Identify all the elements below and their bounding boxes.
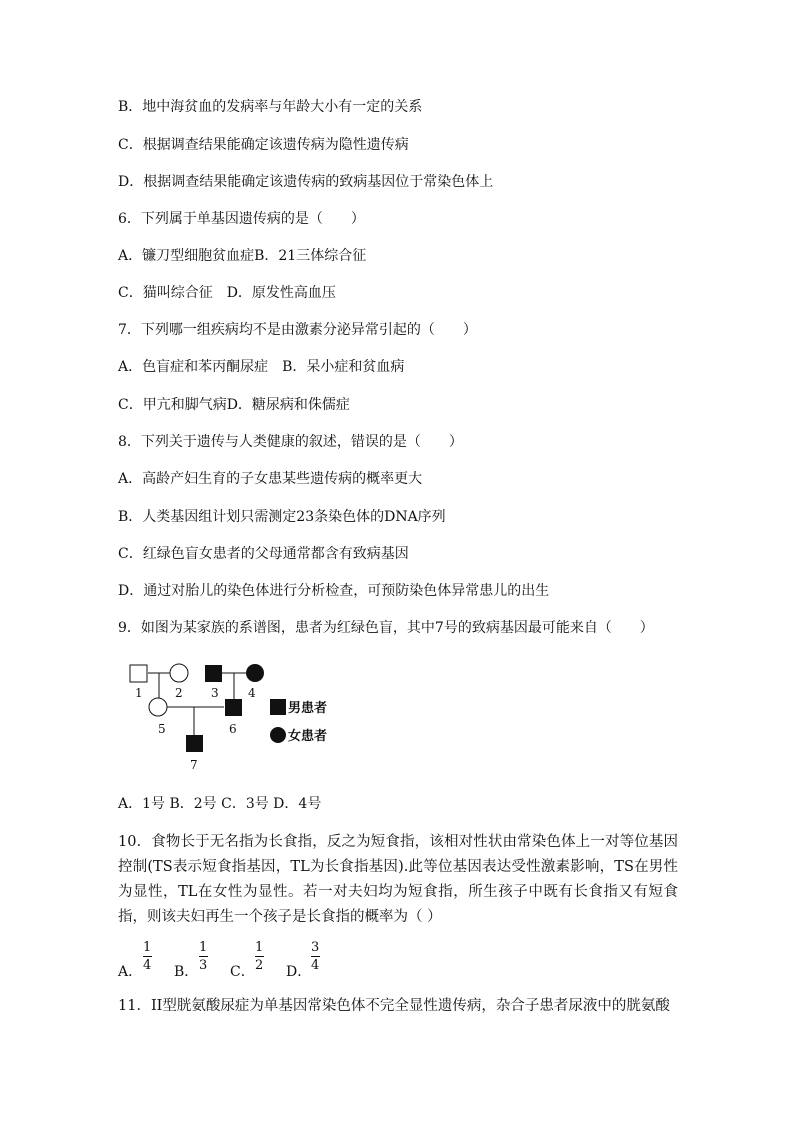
label-3: 3 — [211, 686, 219, 700]
individual-6-affected-male — [225, 699, 242, 716]
q10-option-c-label: C． — [230, 964, 255, 980]
q10-option-c-num: 1 — [255, 940, 264, 955]
q10-option-a-den: 4 — [143, 958, 152, 973]
line-q8-b: B．人类基因组计划只需测定23条染色体的DNA序列 — [118, 509, 446, 525]
individual-5-healthy-female — [149, 698, 167, 716]
fraction-bar — [255, 956, 264, 957]
line-q8-c: C．红绿色盲女患者的父母通常都含有致病基因 — [118, 546, 409, 562]
label-1: 1 — [135, 686, 143, 700]
line-q5-c: C．根据调查结果能确定该遗传病为隐性遗传病 — [118, 137, 409, 153]
fraction-bar — [199, 956, 208, 957]
q10-option-b-den: 3 — [199, 958, 208, 973]
line-q7-ab: A．色盲症和苯丙酮尿症 B．呆小症和贫血病 — [118, 359, 405, 375]
q10-option-b-fraction — [198, 940, 208, 973]
individual-1-healthy-male — [130, 665, 147, 682]
q10-option-c-den: 2 — [255, 958, 264, 973]
q10-option-d-num: 3 — [311, 940, 320, 955]
fraction-bar — [143, 956, 152, 957]
question-7: 7．下列哪一组疾病均不是由激素分泌异常引起的（ ） — [118, 322, 477, 338]
legend-male-symbol — [270, 699, 286, 715]
line-q7-cd: C．甲亢和脚气病D．糖尿病和侏儒症 — [118, 397, 350, 413]
label-2: 2 — [175, 686, 183, 700]
q10-option-a-label: A． — [118, 964, 143, 980]
q10-option-a-num: 1 — [143, 940, 152, 955]
individual-7-affected-male — [186, 735, 203, 752]
line-q6-cd: C．猫叫综合征 D．原发性高血压 — [118, 285, 336, 301]
q10-option-a-fraction — [142, 940, 152, 973]
pedigree-diagram — [118, 655, 358, 775]
label-7: 7 — [190, 758, 198, 772]
individual-3-affected-male — [205, 665, 222, 682]
q10-option-b-num: 1 — [199, 940, 208, 955]
legend-female-label: 女患者 — [288, 729, 328, 744]
label-5: 5 — [158, 722, 166, 736]
line-q6-ab: A．镰刀型细胞贫血症B．21三体综合征 — [118, 248, 367, 264]
question-11: 11．II型胱氨酸尿症为单基因常染色体不完全显性遗传病，杂合子患者尿液中的胱氨酸 — [118, 998, 670, 1014]
q10-option-d-den: 4 — [311, 958, 320, 973]
q10-options — [118, 940, 358, 980]
line-q5-b: B．地中海贫血的发病率与年龄大小有一定的关系 — [118, 99, 423, 115]
question-8: 8．下列关于遗传与人类健康的叙述，错误的是（ ） — [118, 434, 463, 450]
q9-options: A．1号 B．2号 C．3号 D．4号 — [118, 796, 322, 812]
question-9: 9．如图为某家族的系谱图，患者为红绿色盲，其中7号的致病基因最可能来自（ ） — [118, 620, 654, 636]
fraction-bar — [311, 956, 320, 957]
question-6: 6．下列属于单基因遗传病的是（ ） — [118, 211, 365, 227]
individual-4-affected-female — [246, 664, 264, 682]
line-q8-d: D．通过对胎儿的染色体进行分析检查，可预防染色体异常患儿的出生 — [118, 583, 550, 599]
q10-option-c-fraction — [254, 940, 264, 973]
label-6: 6 — [229, 722, 237, 736]
line-q8-a: A．高龄产妇生育的子女患某些遗传病的概率更大 — [118, 471, 423, 487]
legend-female-symbol — [270, 727, 286, 743]
line-q5-d: D．根据调查结果能确定该遗传病的致病基因位于常染色体上 — [118, 174, 494, 190]
legend-male-label: 男患者 — [288, 701, 328, 716]
q10-option-d-fraction — [310, 940, 320, 973]
q10-option-d-label: D． — [286, 964, 312, 980]
individual-2-healthy-female — [170, 664, 188, 682]
q10-option-b-label: B． — [174, 964, 199, 980]
question-10: 10．食物长于无名指为长食指，反之为短食指，该相对性状由常染色体上一对等位基因控制(TS表示短食指基因，TL为长食指基因).此等位基因表达受性激素影响，TS在男性为显性，TL在女性为显性。若一对夫妇均为短食指，所生孩子中既有长食指又有短食指，则该夫妇再生一个孩子是长食指的概率为（ ） — [118, 834, 678, 925]
label-4: 4 — [248, 686, 256, 700]
